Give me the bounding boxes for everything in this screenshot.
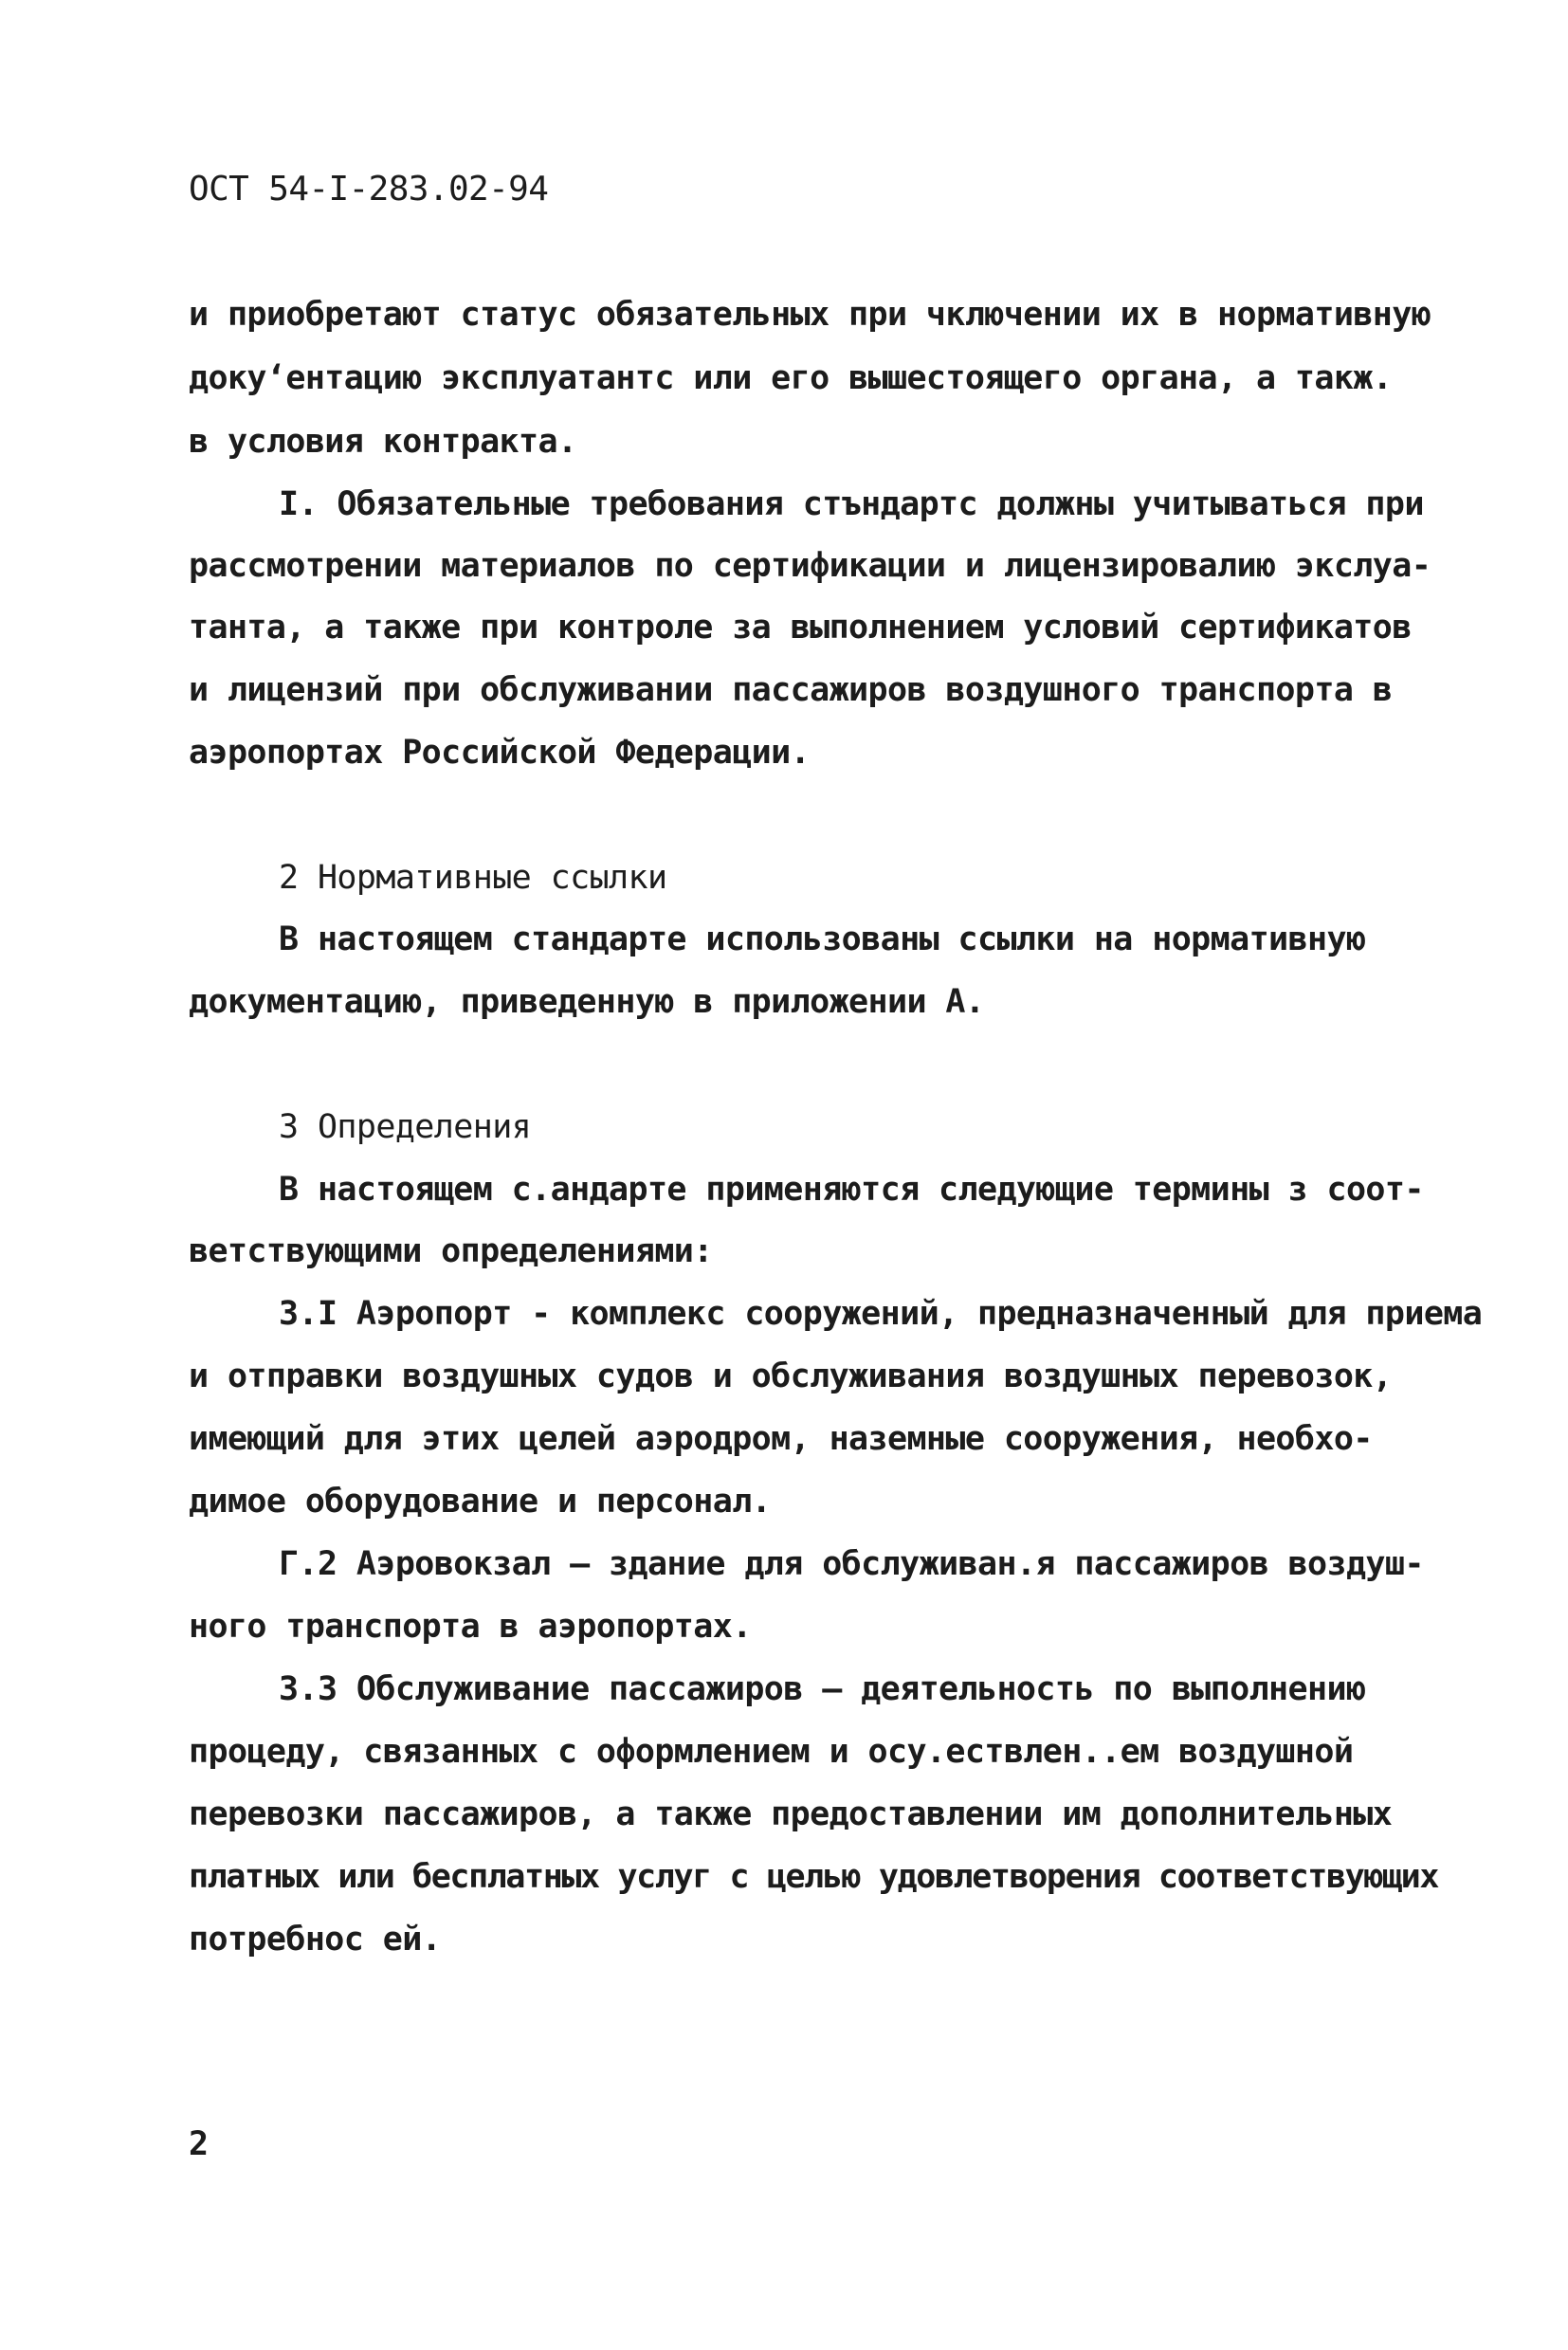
- def3-line-3: перевозки пассажиров, а также предоставлении им дополнительных: [189, 1795, 1393, 1833]
- def1-line-1: 3.I Аэропорт - комплекс сооружений, предназначенный для приема: [279, 1295, 1483, 1333]
- def1-line-4: димое оборудование и персонал.: [189, 1483, 772, 1521]
- clause1-line-1: I. Обязательные требования стъндартс должны учитываться при: [279, 485, 1424, 523]
- doc-code-header: ОСТ 54-I-283.02-94: [189, 170, 549, 209]
- def1-line-3: имеющий для этих целей аэродром, наземные сооружения, необхо-: [189, 1420, 1373, 1458]
- def1-line-2: и отправки воздушных судов и обслуживания воздушных перевозок,: [189, 1357, 1393, 1395]
- clause1-line-5: аэропортах Российской Федерации.: [189, 734, 811, 772]
- section2-heading: 2 Нормативные ссылки: [279, 859, 667, 897]
- section3-line-1: В настоящем с.андарте применяются следующие термины з соот-: [279, 1171, 1424, 1209]
- section3-line-2: ветствующими определениями:: [189, 1232, 713, 1270]
- intro-line-2: доку‘ентацию эксплуатантс или его вышестоящего органа, а такж.: [189, 359, 1393, 397]
- def2-line-1: Г.2 Аэровокзал – здание для обслуживан.я пассажиров воздуш-: [279, 1545, 1424, 1583]
- intro-line-3: в условия контракта.: [189, 423, 577, 461]
- clause1-line-2: рассмотрении материалов по сертификации и лицензировалию экслуа-: [189, 547, 1431, 585]
- section2-line-2: документацию, приведенную в приложении А.: [189, 983, 985, 1021]
- def3-line-4: платных или бесплатных услуг с целью удовлетворения соответствующих: [189, 1858, 1439, 1896]
- section3-heading: 3 Определения: [279, 1108, 532, 1146]
- def2-line-2: ного транспорта в аэропортах.: [189, 1608, 752, 1646]
- def3-line-5: потребнос ей.: [189, 1921, 442, 1958]
- page-number: 2: [189, 2125, 209, 2163]
- intro-line-1: и приобретают статус обязательных при чключении их в нормативную: [189, 296, 1431, 334]
- clause1-line-4: и лицензий при обслуживании пассажиров воздушного транспорта в: [189, 671, 1393, 709]
- section2-line-1: В настоящем стандарте использованы ссылки на нормативную: [279, 920, 1366, 958]
- def3-line-1: 3.3 Обслуживание пассажиров – деятельность по выполнению: [279, 1670, 1366, 1708]
- clause1-line-3: танта, а также при контроле за выполнением условий сертификатов: [189, 609, 1412, 647]
- def3-line-2: процеду, связанных с оформлением и осу.ествлен..ем воздушной: [189, 1733, 1354, 1771]
